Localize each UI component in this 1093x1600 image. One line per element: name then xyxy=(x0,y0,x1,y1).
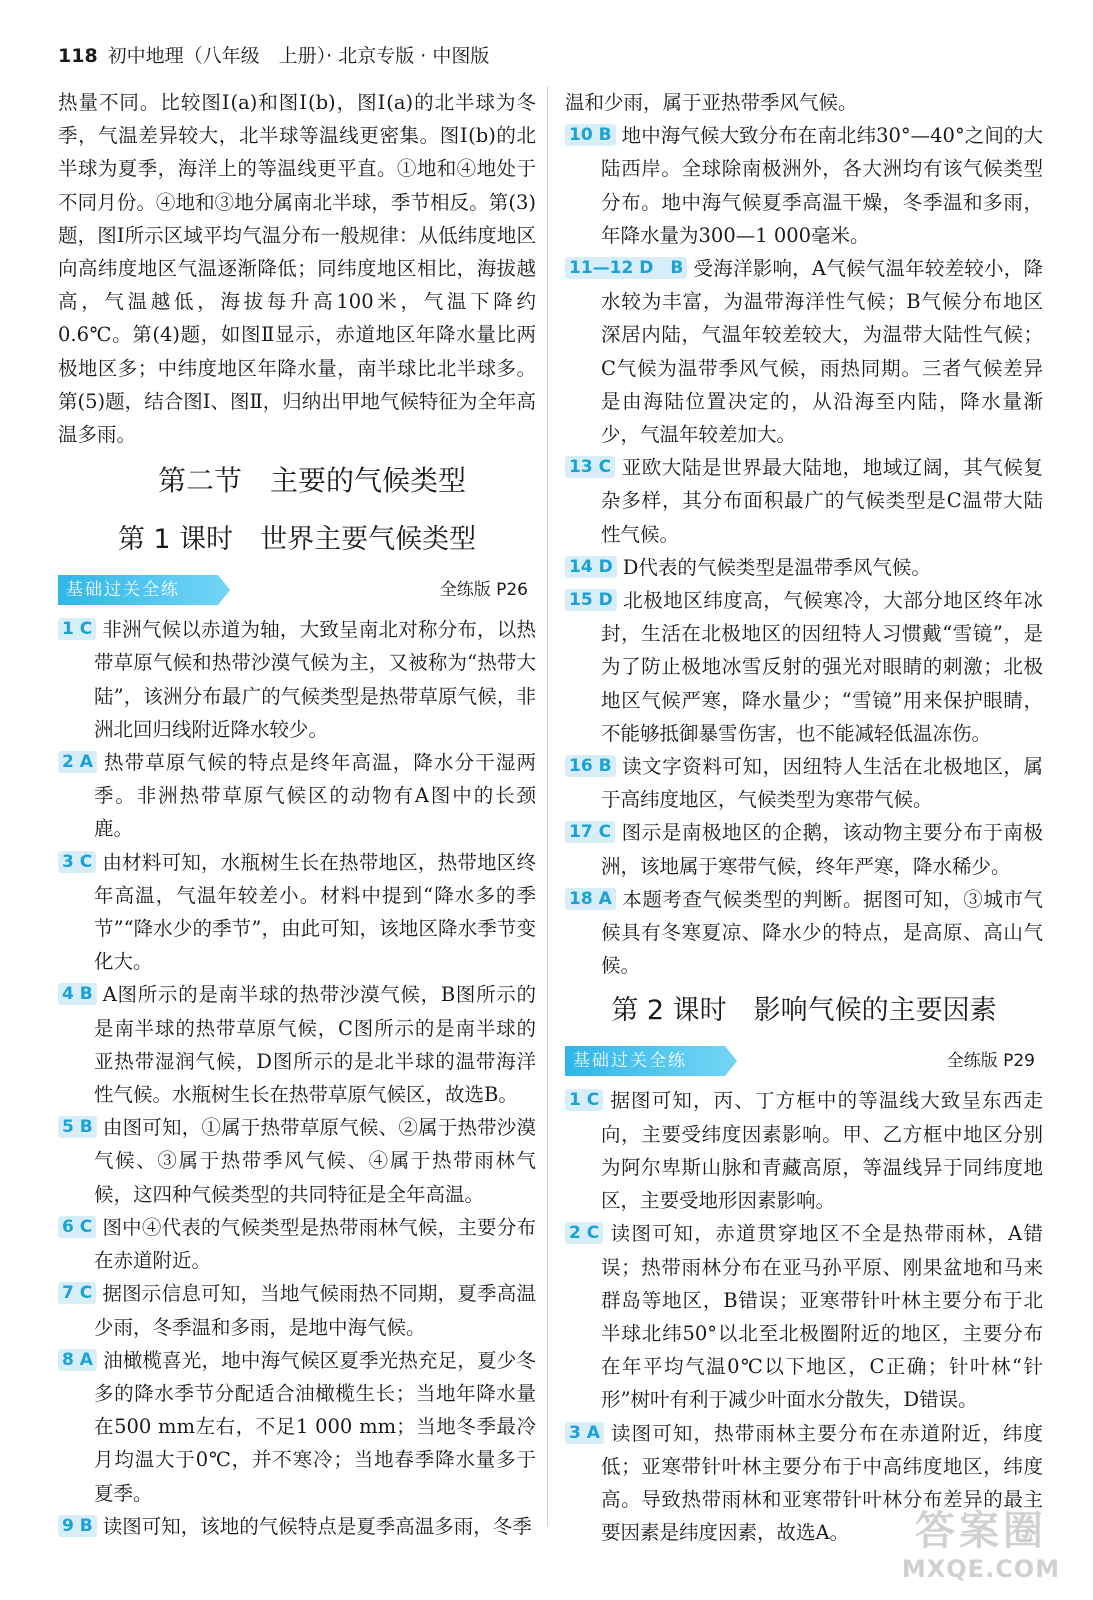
answer-text: 本题考查气候类型的判断。据图可知，③城市气候具有冬寒夏凉、降水少的特点，是高原、高山气候。 xyxy=(601,887,1043,978)
answer-badge: 6 C xyxy=(58,1216,96,1238)
answer-badge: 4 B xyxy=(58,983,97,1005)
answer-text: 北极地区纬度高，气候寒冷，大部分地区终年冰封，生活在北极地区的因纽特人习惯戴“雪镜”，是为了防止极地冰雪反射的强光对眼睛的刺激；北极地区气候严寒，降水量少；“雪镜”用来保护眼睛，不能够抵御暴雪伤害，也不能减轻低温冻伤。 xyxy=(601,589,1043,745)
answer-item xyxy=(565,584,1043,750)
answer-item xyxy=(565,750,1043,816)
answer-item xyxy=(565,1217,1043,1416)
answer-text: 受海洋影响，A气候气温年较差较小，降水较为丰富，为温带海洋性气候；B气候分布地区深居内陆，气温年较差较大，为温带大陆性气候；C气候为温带季风气候，雨热同期。三者气候差异是由海陆位置决定的，从沿海至内陆，降水量渐少，气温年较差加大。 xyxy=(601,257,1043,447)
intro-paragraph: 热量不同。比较图Ⅰ(a)和图Ⅰ(b)，图Ⅰ(a)的北半球为冬季，气温差异较大，北半球等温线更密集。图Ⅰ(b)的北半球为夏季，海洋上的等温线更平直。①地和④地处于不同月份。④地和③地分属南北半球，季节相反。第(3)题，图Ⅰ所示区域平均气温分布一般规律：从低纬度地区向高纬度地区气温逐渐降低；同纬度地区相比，海拔越高，气温越低，海拔每升高100米，气温下降约0.6℃。第(4)题，如图Ⅱ显示，赤道地区年降水量比两极地区多；中纬度地区年降水量，南半球比北半球多。第(5)题，结合图Ⅰ、图Ⅱ，归纳出甲地气候特征为全年高温多雨。 xyxy=(58,91,536,447)
left-column xyxy=(58,86,536,1543)
answer-badge: 3 C xyxy=(58,851,96,873)
banner-page-ref: 全练版 P29 xyxy=(946,1051,1035,1072)
answer-badge: 2 C xyxy=(565,1222,603,1244)
banner-page-ref: 全练版 P26 xyxy=(439,580,528,601)
answer-item xyxy=(565,883,1043,983)
page-header xyxy=(58,38,489,74)
continuation-line: 温和少雨，属于亚热带季风气候。 xyxy=(565,91,858,114)
answer-text: 据图可知，丙、丁方框中的等温线大致呈东西走向，主要受纬度因素影响。甲、乙方框中地区分别为阿尔卑斯山脉和青藏高原，等温线异于同纬度地区，主要受地形因素影响。 xyxy=(601,1089,1043,1213)
answer-badge: 5 B xyxy=(58,1116,97,1138)
answer-badge: 11—12 D B xyxy=(565,257,687,279)
answer-item xyxy=(565,252,1043,451)
answer-badge: 1 C xyxy=(58,618,96,640)
exercise-banner-1 xyxy=(58,571,536,609)
answer-badge: 15 D xyxy=(565,589,617,611)
right-column xyxy=(565,86,1043,1549)
answer-badge: 7 C xyxy=(58,1282,96,1304)
answer-text: 图示是南极地区的企鹅，该动物主要分布于南极洲，该地属于寒带气候，终年严寒，降水稀少。 xyxy=(601,821,1043,878)
answer-item xyxy=(565,1084,1043,1217)
answer-item xyxy=(58,1510,536,1543)
answer-item xyxy=(58,1344,536,1510)
answer-item xyxy=(58,1211,536,1277)
exercise-banner-2 xyxy=(565,1042,1043,1080)
answer-text: 据图示信息可知，当地气候雨热不同期，夏季高温少雨，冬季温和多雨，是地中海气候。 xyxy=(94,1282,536,1339)
answer-text: 热带草原气候的特点是终年高温，降水分干湿两季。非洲热带草原气候区的动物有A图中的长颈鹿。 xyxy=(94,751,536,841)
answer-text: 由材料可知，水瓶树生长在热带地区，热带地区终年高温，气温年较差小。材料中提到“降水多的季节”“降水少的季节”，由此可知，该地区降水季节变化大。 xyxy=(94,850,536,974)
banner-arrow xyxy=(218,575,230,605)
answer-item xyxy=(58,846,536,979)
continuation-text xyxy=(565,86,1043,119)
answer-badge: 16 B xyxy=(565,755,616,777)
banner-label: 基础过关全练 xyxy=(565,1046,725,1076)
answer-item xyxy=(58,1111,536,1211)
lesson-title-1: 第 1 课时 世界主要气候类型 xyxy=(117,524,477,556)
answer-text: 油橄榄喜光，地中海气候区夏季光热充足，夏少冬多的降水季节分配适合油橄榄生长；当地年降水量在500 mm左右，不足1 000 mm；当地冬季最冷月均温大于0℃，并不寒冷；当地春季降水量多于夏季。 xyxy=(94,1348,536,1505)
answer-text: 读文字资料可知，因纽特人生活在北极地区，属于高纬度地区，气候类型为寒带气候。 xyxy=(601,755,1043,812)
answer-badge: 17 C xyxy=(565,821,615,843)
answer-text: 地中海气候大致分布在南北纬30°—40°之间的大陆西岸。全球除南极洲外，各大洲均有该气候类型分布。地中海气候夏季高温干燥，冬季温和多雨，年降水量为300—1 000毫米。 xyxy=(601,124,1043,247)
answer-badge: 14 D xyxy=(565,556,617,578)
section-title: 第二节 主要的气候类型 xyxy=(157,464,466,498)
answer-text: 读图可知，热带雨林主要分布在赤道附近，纬度低；亚寒带针叶林主要分布于中高纬度地区，纬度高。导致热带雨林和亚寒带针叶林分布差异的最主要因素是纬度因素，故选A。 xyxy=(601,1421,1043,1545)
answer-text: 非洲气候以赤道为轴，大致呈南北对称分布，以热带草原气候和热带沙漠气候为主，又被称为“热带大陆”，该洲分布最广的气候类型是热带草原气候，非洲北回归线附近降水较少。 xyxy=(94,618,536,741)
column-divider xyxy=(547,86,548,1526)
book-title: 初中地理（八年级 上册）· 北京专版 · 中图版 xyxy=(107,45,490,67)
answer-text: 图中④代表的气候类型是热带雨林气候，主要分布在赤道附近。 xyxy=(94,1215,536,1273)
watermark-domain: MXQE.COM xyxy=(901,1555,1061,1583)
answer-badge: 10 B xyxy=(565,124,616,146)
answer-item xyxy=(565,551,1043,584)
page-number: 118 xyxy=(58,45,98,67)
answer-badge: 13 C xyxy=(565,456,615,478)
answer-item xyxy=(58,1277,536,1343)
answer-text: 由图可知，①属于热带草原气候、②属于热带沙漠气候、③属于热带季风气候、④属于热带雨林气候，这四种气候类型的共同特征是全年高温。 xyxy=(94,1116,536,1206)
watermark-text: 答案圈 xyxy=(915,1508,1047,1554)
answer-item xyxy=(565,816,1043,882)
answer-badge: 8 A xyxy=(58,1349,97,1371)
answer-item xyxy=(565,119,1043,252)
answer-badge: 18 A xyxy=(565,888,616,910)
answer-badge: 1 C xyxy=(565,1089,603,1111)
banner-label: 基础过关全练 xyxy=(58,575,218,605)
lesson-title-2: 第 2 课时 影响气候的主要因素 xyxy=(611,995,997,1027)
answer-item xyxy=(565,451,1043,551)
answer-badge: 2 A xyxy=(58,751,97,773)
answer-text: A图所示的是南半球的热带沙漠气候，B图所示的是南半球的热带草原气候，C图所示的是南半球的亚热带湿润气候，D图所示的是北半球的温带海洋性气候。水瓶树生长在热带草原气候区，故选B。 xyxy=(94,983,536,1107)
answer-text: 读图可知，赤道贯穿地区不全是热带雨林，A错误；热带雨林分布在亚马孙平原、刚果盆地和马来群岛等地区，B错误；亚寒带针叶林主要分布于北半球北纬50°以北至北极圈附近的地区，主要分布在年平均气温0℃以下地区，C正确；针叶林“针形”树叶有利于减少叶面水分散失，D错误。 xyxy=(601,1222,1043,1412)
answer-item xyxy=(58,978,536,1111)
answer-text: 亚欧大陆是世界最大陆地，地域辽阔，其气候复杂多样，其分布面积最广的气候类型是C温带大陆性气候。 xyxy=(601,456,1043,546)
watermark-logo xyxy=(891,1508,1071,1590)
answer-badge: 3 A xyxy=(565,1422,604,1444)
answer-item xyxy=(58,613,536,746)
answer-item xyxy=(58,746,536,846)
answer-text: D代表的气候类型是温带季风气候。 xyxy=(622,555,931,579)
answer-text: 读图可知，该地的气候特点是夏季高温多雨，冬季 xyxy=(102,1514,532,1538)
banner-arrow xyxy=(725,1046,737,1076)
answer-badge: 9 B xyxy=(58,1515,97,1537)
